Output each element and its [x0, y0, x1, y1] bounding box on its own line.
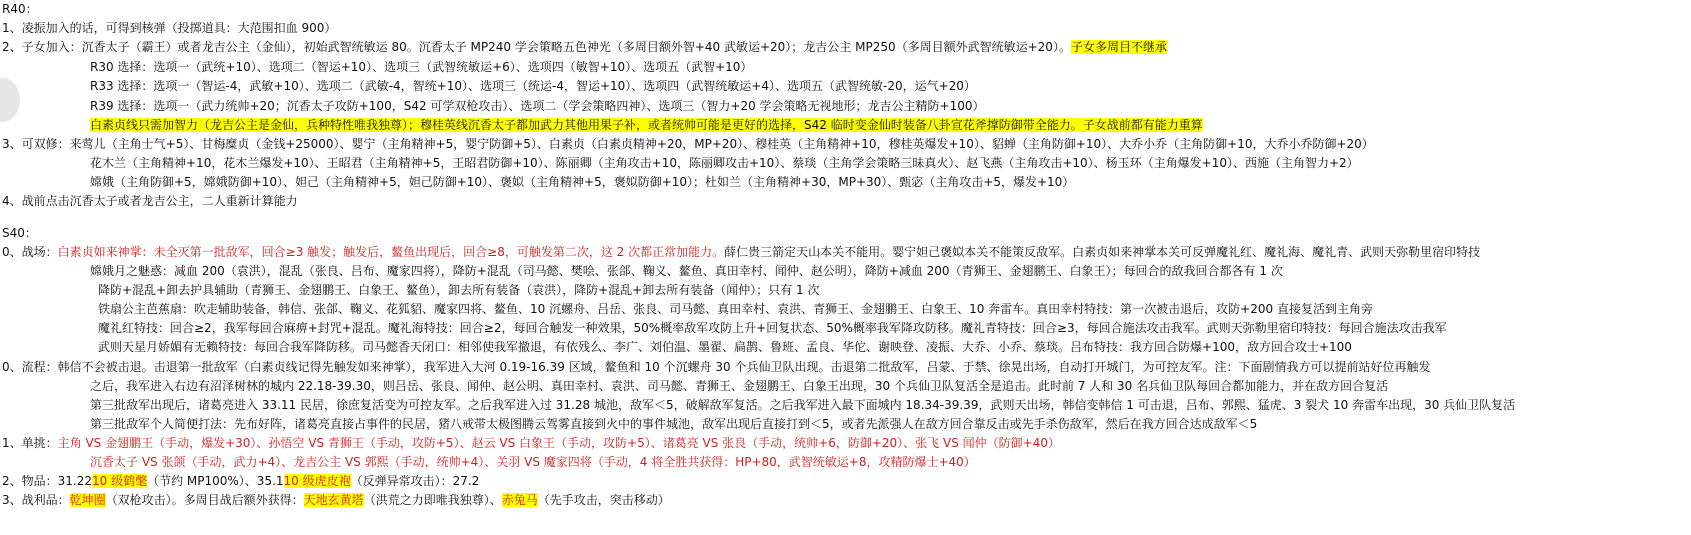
- line-text: 1、单挑：: [2, 436, 58, 450]
- highlighted-text: 乾坤圈: [69, 493, 106, 507]
- line-text: 降防+混乱+卸去护具辅助（青狮王、金翅鹏王、白象王、鳌鱼），卸去所有装备（袁洪），降防+混乱+卸去所有装备（闻仲）；只有 1 次: [98, 283, 820, 297]
- text-line: [90, 377, 1388, 396]
- text-line: [2, 19, 336, 38]
- text-line: [2, 135, 1374, 154]
- text-line: [98, 300, 1373, 319]
- text-line: [90, 154, 1359, 173]
- line-text: 4、战前点击沉香太子或者龙吉公主，二人重新计算能力: [2, 194, 298, 208]
- text-line: [90, 262, 1283, 281]
- line-text: 2、物品：31.22: [2, 474, 92, 488]
- line-text: 魔礼红特技：回合≥2，我军每回合麻痹+封咒+混乱。魔礼海特技：回合≥2，每回合触发一种效果，50%概率敌军攻防上升+回复状态、50%概率我军降攻防移。魔礼青特技：回合≥3，每回合施法攻击我军。武则天弥勒里宿印特技：每回合施法攻击我军: [98, 321, 1447, 335]
- line-text: 铁扇公主芭蕉扇：吹走辅助装备，韩信、张郃、鞠义、花狐貂、魔家四将、鳌鱼、10 沉螺舟、吕岳、张良、司马懿、真田幸村、袁洪、青狮王、金翅鹏王、白象王、10 奔雷车。真田幸村特技：第一次被击退后，攻防+200 直接复活到主角旁: [98, 302, 1373, 316]
- line-text: 第三批敌军出现后，诸葛亮进入 33.11 民居，徐庶复活变为可控友军。之后我军进入过 31.28 城池，敌军＜5，破解敌军复活。之后我军进入最下面城内 18.34-39.39，武则天出场，韩信变韩信 1 可击退，吕布、郭熙、猛虎、3 裂犬 10 奔雷车出现，30 兵仙卫队复活: [90, 398, 1516, 412]
- line-text: R30 选择：选项一（武统+10）、选项二（智运+10）、选项三（武智统敏运+6）、选项四（敏智+10）、选项五（武智+10）: [90, 60, 753, 74]
- red-text: 主角 VS 金翅鹏王（手动，爆发+30）、孙悟空 VS 青狮王（手动，攻防+5）、赵云 VS 白象王（手动，攻防+5）、诸葛亮 VS 张良（手动，统帅+6，防御+20）、张飞 VS 闻仲（防御+40）: [57, 436, 1060, 450]
- text-line: [90, 396, 1515, 415]
- text-line: [90, 77, 976, 96]
- line-text: （先手攻击，突击移动）: [537, 493, 670, 507]
- line-text: 2、子女加入：沉香太子（霸王）或者龙吉公主（金仙），初始武智统敏运 80。沉香太子 MP240 学会策略五色神光（多周目额外智+40 武敏运+20）；龙吉公主 MP250（多周目额外武智统敏运+20）。: [2, 40, 1071, 54]
- text-line: [90, 58, 752, 77]
- highlighted-text: 10 级鹤氅: [92, 474, 148, 488]
- text-line: [2, 358, 1430, 377]
- red-text: 白素贞如来神掌：未全灭第一批敌军，回合≥3 触发；触发后，鳌鱼出现后，回合≥8，可触发第二次，这 2 次都正常加能力。: [57, 245, 725, 259]
- red-text: 沉香太子 VS 张颌（手动，武力+4）、龙吉公主 VS 郭熙（手动，统帅+4）、关羽 VS 魔家四将（手动，4 将全胜共获得：HP+80，武智统敏运+8，攻精防爆士+40）: [90, 455, 976, 469]
- line-text: R39 选择：选项一（武力统帅+20；沉香太子攻防+100，S42 可学双枪攻击）、选项二（学会策略四神）、选项三（智力+20 学会策略无视地形；龙吉公主精防+100）: [90, 99, 985, 113]
- text-line: [90, 415, 1257, 434]
- text-line: [2, 434, 1060, 453]
- text-line: [2, 38, 1167, 57]
- line-text: （双枪攻击）。多周目战后额外获得：: [105, 493, 304, 507]
- line-text: R40：: [2, 2, 38, 16]
- line-text: S40：: [2, 226, 37, 240]
- line-text: 之后，我军进入右边有沼泽树林的城内 22.18-39.30，则吕岳、张良、闻仲、赵公明、真田幸村、袁洪、司马懿、青狮王、金翅鹏王、白象王出现，30 个兵仙卫队复活全是追击。此时前 7 人和 30 名兵仙卫队每回合都加能力，并在敌方回合复活: [90, 379, 1389, 393]
- text-line: [2, 192, 298, 211]
- text-line: [90, 453, 976, 472]
- line-text: 0、流程：韩信不会被击退。击退第一批敌军（白素贞线记得先触发如来神掌），我军进入大河 0.19-16.39 区域，鳌鱼和 10 个沉螺舟 30 个兵仙卫队出现。击退第二批敌军，吕蒙、于禁、徐晃出场，自动打开城门，为可控友军。注：下面剧情我方可以提前站好位再触发: [2, 360, 1431, 374]
- text-line: [90, 97, 985, 116]
- line-text: 第三批敌军个人简便打法：先布好阵，诸葛亮直接占事件的民居，猪八戒带太极图腾云驾雾直接到火中的事件城池，敌军出现后直接打到＜5，或者先派强人在敌方回合靠反击或先手杀伤敌军，然后在我方回合达成敌军＜5: [90, 417, 1258, 431]
- line-text: （节约 MP100%）、35.1: [147, 474, 284, 488]
- highlighted-text: 赤兔马: [501, 493, 538, 507]
- highlighted-text: 子女多周目不继承: [1070, 40, 1167, 54]
- highlighted-text: 10 级虎皮袍: [283, 474, 351, 488]
- line-text: （洪荒之力即唯我独尊）、: [363, 493, 502, 507]
- text-line: [2, 224, 37, 243]
- line-text: （反弹异常攻击）：27.2: [350, 474, 480, 488]
- highlighted-text: 白素贞线只需加智力（龙吉公主是金仙，兵种特性唯我独尊）；穆桂英线沉香太子都加武力其他用果子补，或者统帅可能是更好的选择，S42 临时变金仙时装备八卦宣花斧撑防御带全能力。子女战前都有能力重算: [90, 118, 1203, 132]
- line-text: 1、凌振加入的话，可得到核弹（投掷道具：大范围扣血 900）: [2, 21, 337, 35]
- line-text: R33 选择：选项一（智运-4，武敏+10）、选项二（武敏-4，智统+10）、选项三（统运-4，智运+10）、选项四（武智统敏运+4）、选项五（武智统敏-20，运气+20）: [90, 79, 976, 93]
- text-line: [90, 116, 1203, 135]
- line-text: 3、可双修：来莺儿（主角士气+5）、甘梅糜贞（金钱+25000）、婴宁（主角精神+5，婴宁防御+5）、白素贞（白素贞精神+20，MP+20）、穆桂英（主角精神+10，穆桂英爆发+10）、貂蝉（主角防御+10）、大乔小乔（主角防御+10，大乔小乔防御+20）: [2, 137, 1374, 151]
- line-text: 嫦娥月之魅惑：减血 200（袁洪），混乱（张良、吕布、魔家四将），降防+混乱（司马懿、樊哙、张郃、鞠义、鳌鱼、真田幸村、闻仲、赵公明），降防+减血 200（青狮王、金翅鹏王、白象王）；每回合的敌我回合都各有 1 次: [90, 264, 1283, 278]
- line-text: 嫦娥（主角防御+5，嫦娥防御+10）、妲己（主角精神+5，妲己防御+10）、褒姒（主角精神+5，褒姒防御+10）；杜如兰（主角精神+30，MP+30）、甄宓（主角攻击+5，爆发+10）: [90, 175, 1075, 189]
- line-text: 花木兰（主角精神+10，花木兰爆发+10）、王昭君（主角精神+5，王昭君防御+10）、陈丽卿（主角攻击+10，陈丽卿攻击+10）、蔡琰（主角学会策略三昧真火）、赵飞燕（主角攻击+10）、杨玉环（主角爆发+10）、西施（主角智力+2）: [90, 156, 1359, 170]
- text-line: [2, 491, 670, 510]
- scroll-handle[interactable]: [0, 78, 20, 122]
- line-text: 薛仁贵三箭定天山本关不能用。婴宁妲己褒姒本关不能策反敌军。白素贞如来神掌本关可反弹魔礼红、魔礼海、魔礼青、武则天弥勒里宿印特技: [724, 245, 1481, 259]
- highlighted-text: 天地玄黄塔: [303, 493, 364, 507]
- text-line: [2, 0, 38, 19]
- line-text: 3、战利品：: [2, 493, 70, 507]
- text-line: [2, 472, 479, 491]
- text-line: [98, 338, 1352, 357]
- line-text: 0、战场：: [2, 245, 58, 259]
- text-line: [90, 173, 1074, 192]
- line-text: 武则天星月娇媚有无赖特技：每回合我军降防移。司马懿香天闭口：相邻使我军撤退，有依残么、李广、刘伯温、墨翟、扁鹊、鲁班、孟良、华佗、谢映登、凌振、大乔、小乔、蔡琰。吕布特技：我方回合防爆+100，敌方回合攻士+100: [98, 340, 1352, 354]
- text-line: [98, 281, 820, 300]
- text-line: [2, 243, 1480, 262]
- text-line: [98, 319, 1447, 338]
